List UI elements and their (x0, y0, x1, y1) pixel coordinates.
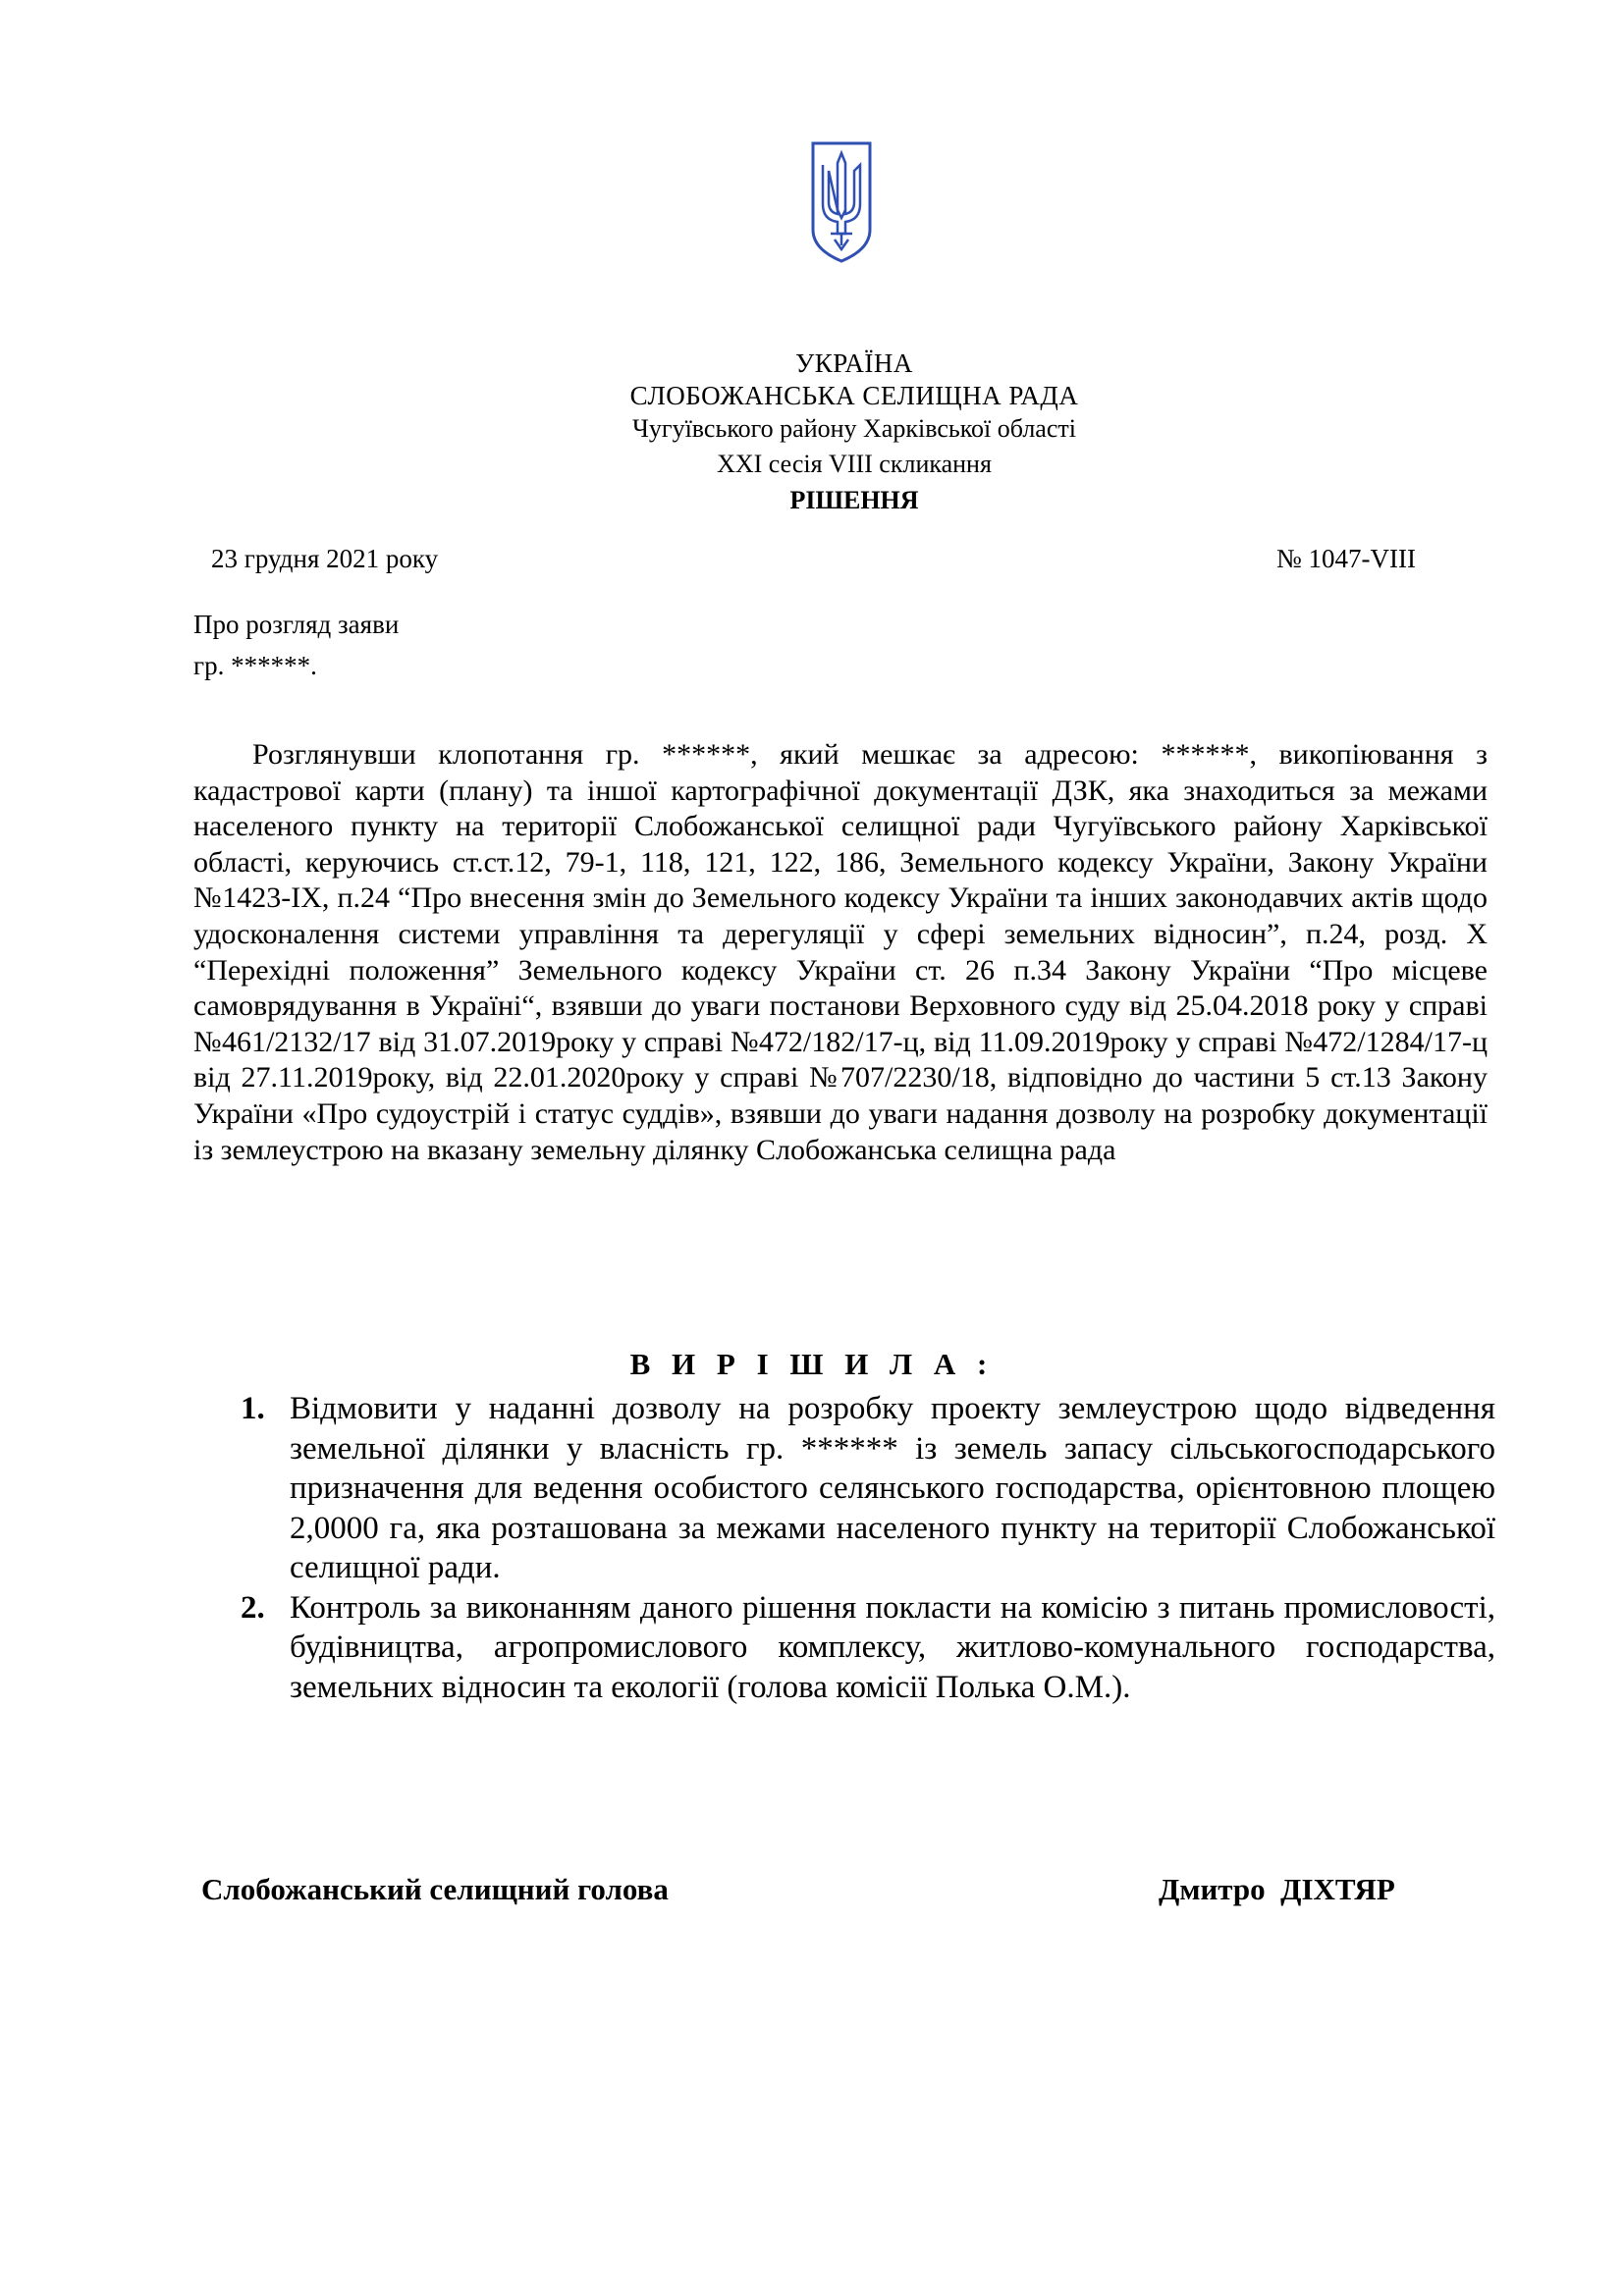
subject-block (193, 604, 399, 686)
decision-item (241, 1389, 1495, 1588)
decision-item-number: 1. (241, 1391, 265, 1426)
decisions-list (241, 1389, 1495, 1707)
document-type: РІШЕННЯ (789, 486, 919, 514)
district-line: Чугуївського району Харківської області (632, 414, 1076, 443)
decision-date: 23 грудня 2021 року (211, 544, 439, 573)
decision-item (241, 1588, 1495, 1708)
coat-of-arms-icon (809, 139, 874, 265)
resolved-heading: В И Р І Ш И Л А : (629, 1347, 995, 1381)
decision-item-text: Контроль за виконанням даного рішення покласти на комісію з питань промисловості, будівництва, агропромислового комплексу, житлово-комунального господарства, земельних відносин та екології (голова комісії Полька О.М.). (290, 1589, 1495, 1705)
session-line: XXI сесія VIII скликання (717, 450, 992, 478)
country-title: УКРАЇНА (795, 348, 913, 378)
signatory-position: Слобожанський селищний голова (201, 1872, 669, 1906)
decision-item-text: Відмовити у наданні дозволу на розробку проекту землеустрою щодо відведення земельної ділянки у власність гр. ****** із земель запасу сільськогосподарського призначення для ведення особистого селянського господарства, орієнтовною площею 2,0000 га, яка розташована за межами населеного пункту на території Слобожанської селищної ради. (290, 1391, 1495, 1585)
preamble-paragraph: Розглянувши клопотання гр. ******, який мешкає за адресою: ******, викопіювання з кадастрової карти (плану) та іншої картографічної документації ДЗК, яка знаходиться за межами населеного пункту на території Слобожанської селищної ради Чугуївського району Харківської області, керуючись ст.ст.12, 79-1, 118, 121, 122, 186, Земельного кодексу України, Закону України №1423-IX, п.24 “Про внесення змін до Земельного кодексу України та інших законодавчих актів щодо удосконалення системи управління та дерегуляції у сфері земельних відносин”, п.24, розд. Х “Перехідні положення” Земельного кодексу України ст. 26 п.34 Закону України “Про місцеве самоврядування в Україні“, взявши до уваги постанови Верховного суду від 25.04.2018 року у справі №461/2132/17 від 31.07.2019року у справі №472/182/17-ц, від 11.09.2019року у справі №472/1284/17-ц від 27.11.2019року, від 22.01.2020року у справі №707/2230/18, відповідно до частини 5 ст.13 Закону України «Про судоустрій і статус суддів», взявши до уваги надання дозволу на розробку документації із землеустрою на вказану земельну ділянку Слобожанська селищна рада (193, 738, 1488, 1166)
decision-number: № 1047-VIII (1276, 544, 1416, 573)
subject-line-1: Про розгляд заяви (193, 610, 400, 639)
decision-item-number: 2. (241, 1589, 265, 1626)
council-title: СЛОБОЖАНСЬКА СЕЛИЩНА РАДА (629, 381, 1079, 410)
subject-line-2: гр. ******. (193, 651, 317, 680)
signatory-name: Дмитро ДІХТЯР (1159, 1872, 1395, 1906)
